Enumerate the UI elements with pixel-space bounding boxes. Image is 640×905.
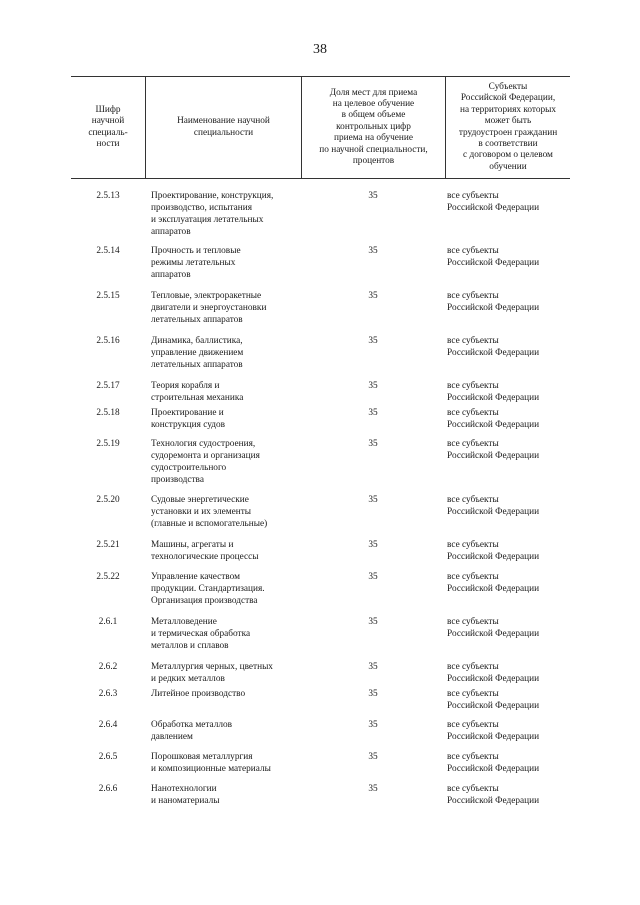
- row-code: 2.5.15: [96, 291, 120, 301]
- row-name: Проектирование, конструкция, производство, испытания и эксплуатация летательных аппаратов: [151, 191, 274, 237]
- row-share: 35: [368, 191, 378, 201]
- row-share: 35: [368, 408, 378, 418]
- row-code: 2.6.3: [98, 689, 118, 699]
- row-name: Теория корабля и строительная механика: [151, 381, 244, 403]
- row-subjects: все субъекты Российской Федерации: [447, 439, 540, 461]
- row-subjects: все субъекты Российской Федерации: [447, 191, 540, 213]
- row-name: Машины, агрегаты и технологические процессы: [151, 540, 259, 562]
- row-share: 35: [368, 752, 378, 762]
- row-code: 2.5.21: [96, 540, 120, 550]
- header-share: Доля мест для приема на целевое обучение в общем объеме контрольных цифр приема на обучение по научной специальности, процентов: [301, 77, 445, 178]
- row-share: 35: [368, 291, 378, 301]
- row-name: Нанотехнологии и наноматериалы: [151, 784, 220, 806]
- table-header: [71, 76, 570, 179]
- row-share: 35: [368, 784, 378, 794]
- row-share: 35: [368, 495, 378, 505]
- header-subjects: Субъекты Российской Федерации, на территориях которых может быть трудоустроен гражданин в соответствии с договором о целевом обучении: [445, 77, 570, 178]
- row-share: 35: [368, 246, 378, 256]
- row-share: 35: [368, 689, 378, 699]
- row-name: Технология судостроения, судоремонта и организация судостроительного производства: [151, 439, 260, 485]
- row-code: 2.5.17: [96, 381, 120, 391]
- row-share: 35: [368, 572, 378, 582]
- row-subjects: все субъекты Российской Федерации: [447, 381, 540, 403]
- row-share: 35: [368, 720, 378, 730]
- row-code: 2.5.19: [96, 439, 120, 449]
- row-code: 2.5.22: [96, 572, 120, 582]
- row-name: Управление качеством продукции. Стандартизация. Организация производства: [151, 572, 265, 606]
- row-code: 2.6.4: [98, 720, 118, 730]
- row-code: 2.5.16: [96, 336, 120, 346]
- row-subjects: все субъекты Российской Федерации: [447, 752, 540, 774]
- row-subjects: все субъекты Российской Федерации: [447, 540, 540, 562]
- row-code: 2.5.18: [96, 408, 120, 418]
- header-name: Наименование научной специальности: [145, 77, 301, 178]
- row-share: 35: [368, 439, 378, 449]
- row-name: Порошковая металлургия и композиционные материалы: [151, 752, 271, 774]
- row-subjects: все субъекты Российской Федерации: [447, 246, 540, 268]
- row-share: 35: [368, 662, 378, 672]
- row-subjects: все субъекты Российской Федерации: [447, 336, 540, 358]
- row-share: 35: [368, 617, 378, 627]
- row-subjects: все субъекты Российской Федерации: [447, 291, 540, 313]
- row-share: 35: [368, 381, 378, 391]
- header-code: Шифр научной специаль- ности: [88, 104, 128, 149]
- row-code: 2.5.13: [96, 191, 120, 201]
- row-subjects: все субъекты Российской Федерации: [447, 572, 540, 594]
- row-subjects: все субъекты Российской Федерации: [447, 689, 540, 711]
- row-name: Судовые энергетические установки и их элементы (главные и вспомогательные): [151, 495, 268, 529]
- row-subjects: все субъекты Российской Федерации: [447, 662, 540, 684]
- row-name: Проектирование и конструкция судов: [151, 408, 226, 430]
- row-name: Динамика, баллистика, управление движением летательных аппаратов: [151, 336, 244, 370]
- row-name: Обработка металлов давлением: [151, 720, 233, 742]
- row-share: 35: [368, 540, 378, 550]
- row-code: 2.6.1: [98, 617, 118, 627]
- row-code: 2.6.2: [98, 662, 118, 672]
- row-subjects: все субъекты Российской Федерации: [447, 408, 540, 430]
- row-name: Тепловые, электроракетные двигатели и энергоустановки летательных аппаратов: [151, 291, 267, 325]
- row-name: Металлургия черных, цветных и редких металлов: [151, 662, 273, 684]
- row-subjects: все субъекты Российской Федерации: [447, 617, 540, 639]
- row-name: Литейное производство: [151, 689, 246, 699]
- row-share: 35: [368, 336, 378, 346]
- row-code: 2.6.5: [98, 752, 118, 762]
- page-number: 38: [313, 42, 327, 57]
- row-subjects: все субъекты Российской Федерации: [447, 720, 540, 742]
- row-name: Прочность и тепловые режимы летательных аппаратов: [151, 246, 241, 280]
- row-subjects: все субъекты Российской Федерации: [447, 784, 540, 806]
- row-name: Металловедение и термическая обработка металлов и сплавов: [151, 617, 251, 651]
- row-code: 2.5.14: [96, 246, 120, 256]
- row-code: 2.5.20: [96, 495, 120, 505]
- row-subjects: все субъекты Российской Федерации: [447, 495, 540, 517]
- row-code: 2.6.6: [98, 784, 118, 794]
